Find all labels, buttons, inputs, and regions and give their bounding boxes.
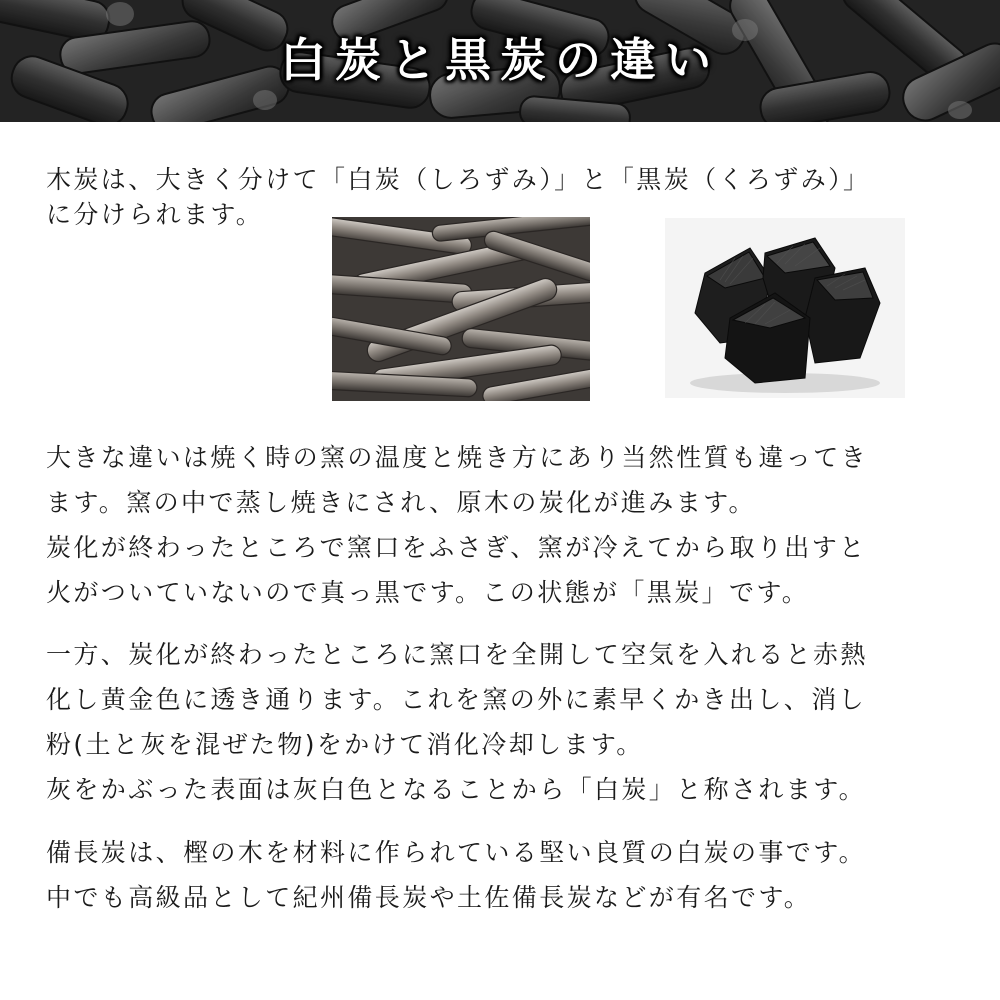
paragraph2-line-1: 一方、炭化が終わったところに窯口を全開して空気を入れると赤熱 bbox=[46, 640, 868, 669]
paragraph3-line-1: 備長炭は、樫の木を材料に作られている堅い良質の白炭の事です。 bbox=[46, 838, 867, 867]
black-charcoal-photo bbox=[665, 218, 905, 398]
paragraph2-line-3: 粉(土と灰を混ぜた物)をかけて消化冷却します。 bbox=[46, 730, 644, 759]
paragraph2-line-4: 灰をかぶった表面は灰白色となることから「白炭」と称されます。 bbox=[46, 775, 867, 804]
paragraph1-line-1: 大きな違いは焼く時の窯の温度と焼き方にあり当然性質も違ってき bbox=[46, 443, 869, 472]
paragraph3-line-2: 中でも高級品として紀州備長炭や土佐備長炭などが有名です。 bbox=[46, 883, 812, 912]
paragraph1-line-3: 炭化が終わったところで窯口をふさぎ、窯が冷えてから取り出すと bbox=[46, 533, 867, 562]
white-charcoal-photo bbox=[332, 217, 590, 401]
paragraph1-line-2: ます。窯の中で蒸し焼きにされ、原木の炭化が進みます。 bbox=[46, 488, 756, 517]
paragraph1-line-4: 火がついていないので真っ黒です。この状態が「黒炭」です。 bbox=[46, 578, 810, 607]
intro-line-1: 木炭は、大きく分けて「白炭（しろずみ）」と「黒炭（くろずみ）」 bbox=[46, 165, 871, 194]
intro-line-2: に分けられます。 bbox=[46, 200, 264, 229]
header-banner bbox=[0, 0, 1000, 122]
paragraph2-line-2: 化し黄金色に透き通ります。これを窯の外に素早くかき出し、消し bbox=[46, 685, 867, 714]
page-title: 白炭と黒炭の違い bbox=[280, 33, 720, 87]
